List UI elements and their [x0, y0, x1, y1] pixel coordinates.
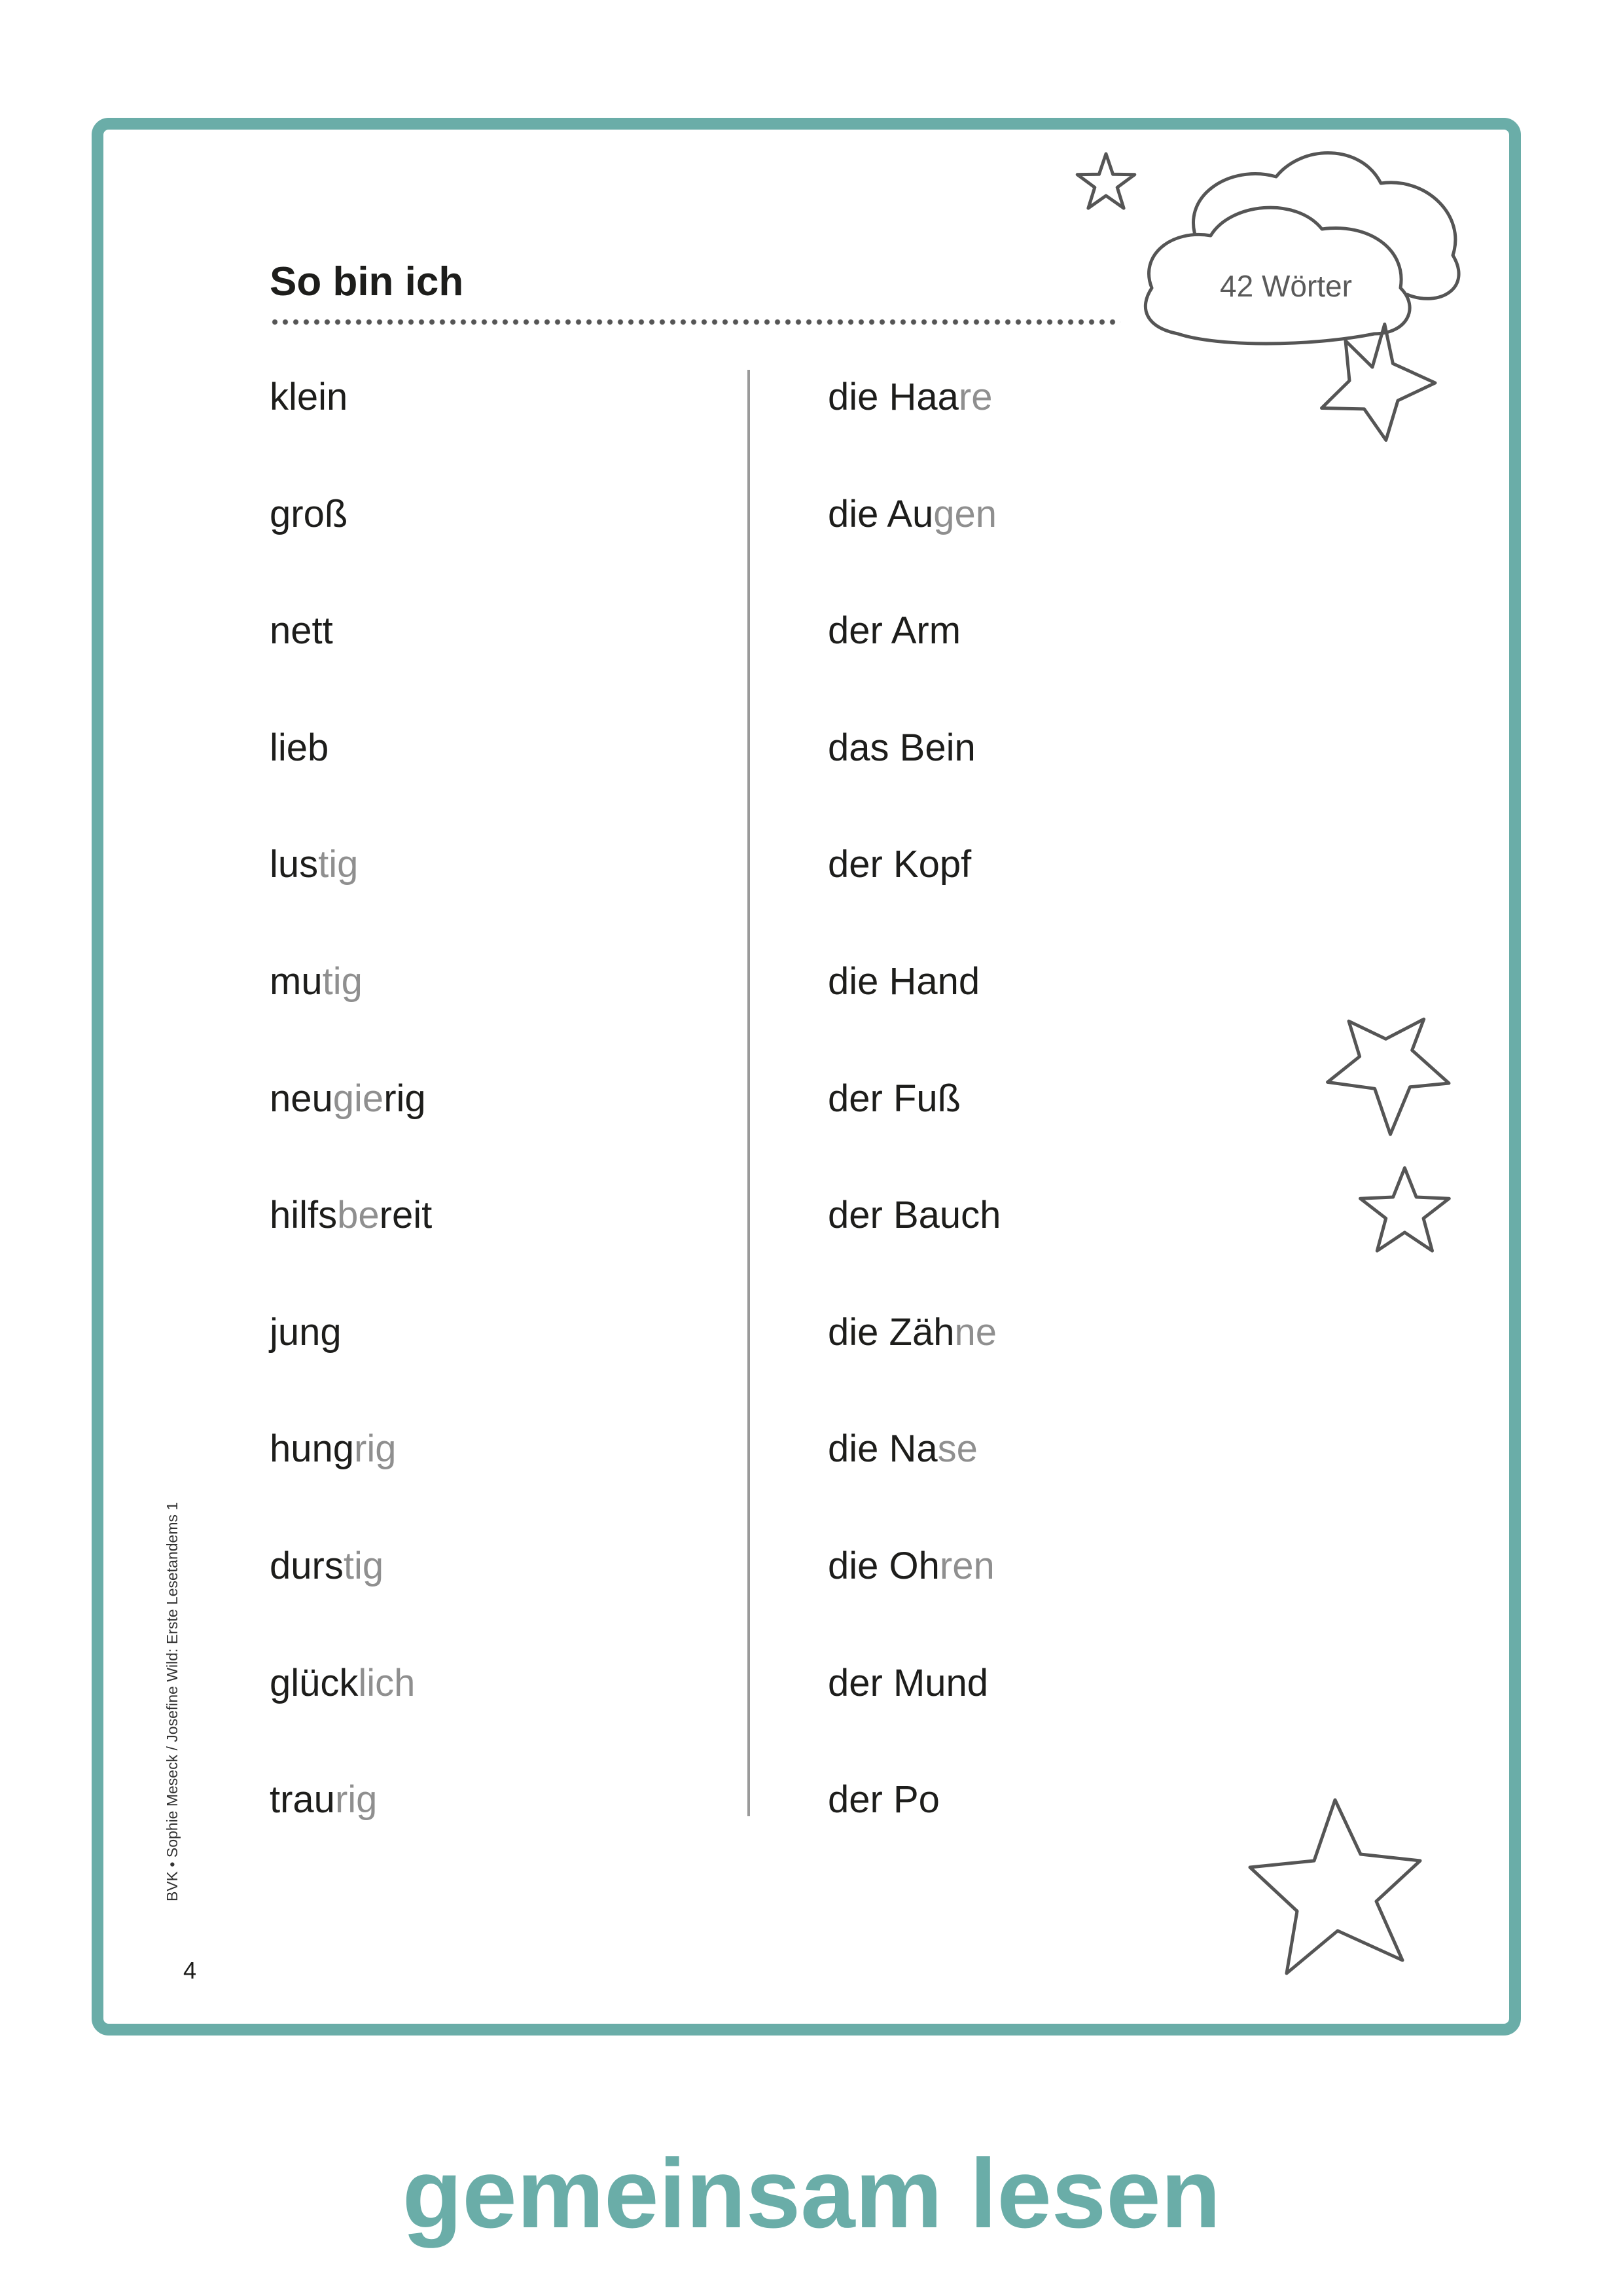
syllable: die Hand	[828, 960, 980, 1003]
footer-slogan: gemeinsam lesen	[402, 2138, 1221, 2248]
word-item	[270, 1426, 397, 1472]
syllable: die Oh	[828, 1545, 940, 1587]
word-item	[828, 1660, 988, 1706]
word-item	[828, 725, 976, 771]
word-item	[270, 492, 348, 537]
syllable: reit	[379, 1194, 433, 1236]
word-item	[828, 959, 980, 1005]
word-item	[270, 1310, 342, 1355]
syllable-dim: tig	[318, 843, 359, 886]
syllable-dim: tig	[343, 1545, 384, 1587]
word-item	[828, 1193, 1001, 1238]
syllable: hung	[270, 1427, 355, 1470]
syllable-dim: ren	[939, 1545, 995, 1587]
syllable: die Zäh	[828, 1311, 955, 1354]
syllable: der Bauch	[828, 1194, 1001, 1236]
syllable-dim: rig	[354, 1427, 397, 1470]
word-item	[270, 725, 329, 771]
syllable-dim: re	[958, 376, 993, 418]
star-icon	[1328, 1019, 1450, 1134]
syllable: durs	[270, 1545, 344, 1587]
word-item	[828, 374, 993, 420]
syllable: die Au	[828, 493, 934, 535]
word-item	[270, 1076, 426, 1122]
word-count: 42 Wörter	[1220, 269, 1352, 303]
syllable: mu	[270, 960, 323, 1003]
word-item	[828, 1543, 995, 1589]
star-icon	[1250, 1800, 1420, 1973]
word-item	[270, 1660, 415, 1706]
page-title: So bin ich	[270, 259, 464, 304]
syllable: die Haa	[828, 376, 959, 418]
word-item	[270, 608, 333, 654]
syllable: der Kopf	[828, 843, 972, 886]
syllable-dim: tig	[322, 960, 363, 1003]
word-item	[270, 842, 358, 888]
syllable: nett	[270, 609, 333, 652]
word-item	[828, 492, 997, 537]
syllable-dim: rig	[334, 1778, 378, 1821]
syllable: klein	[270, 376, 348, 418]
credit-line: BVK • Sophie Meseck / Josefine Wild: Erste Lesetandems 1	[164, 1501, 181, 1901]
syllable: rig	[383, 1077, 426, 1120]
star-icon	[1361, 1168, 1450, 1251]
word-item	[828, 608, 961, 654]
syllable: das Bein	[828, 726, 976, 769]
dotted-divider	[270, 318, 1120, 326]
word-item	[270, 959, 363, 1005]
syllable: jung	[270, 1311, 342, 1354]
word-item	[270, 1777, 377, 1823]
word-item	[828, 842, 971, 888]
page-number: 4	[183, 1957, 197, 1984]
word-item	[828, 1076, 961, 1122]
word-item	[828, 1426, 978, 1472]
syllable: glück	[270, 1662, 359, 1704]
syllable: die Na	[828, 1427, 938, 1470]
syllable: hilfs	[270, 1194, 338, 1236]
syllable: der Po	[828, 1778, 940, 1821]
syllable: groß	[270, 493, 348, 535]
word-item	[828, 1777, 940, 1823]
word-item	[270, 374, 348, 420]
syllable: der Fuß	[828, 1077, 961, 1120]
syllable: lus	[270, 843, 319, 886]
syllable: trau	[270, 1778, 335, 1821]
syllable-dim: be	[337, 1194, 380, 1236]
syllable: der Mund	[828, 1662, 989, 1704]
syllable-dim: gie	[332, 1077, 384, 1120]
syllable-dim: se	[937, 1427, 978, 1470]
syllable-dim: ne	[954, 1311, 997, 1354]
star-icon	[1322, 324, 1436, 440]
word-item	[270, 1543, 383, 1589]
column-divider	[747, 370, 750, 1816]
syllable-dim: gen	[933, 493, 997, 535]
syllable: neu	[270, 1077, 333, 1120]
word-item	[828, 1310, 997, 1355]
word-item	[270, 1193, 432, 1238]
syllable: lieb	[270, 726, 329, 769]
syllable: der Arm	[828, 609, 961, 652]
star-icon	[1077, 154, 1135, 208]
syllable-dim: lich	[358, 1662, 416, 1704]
